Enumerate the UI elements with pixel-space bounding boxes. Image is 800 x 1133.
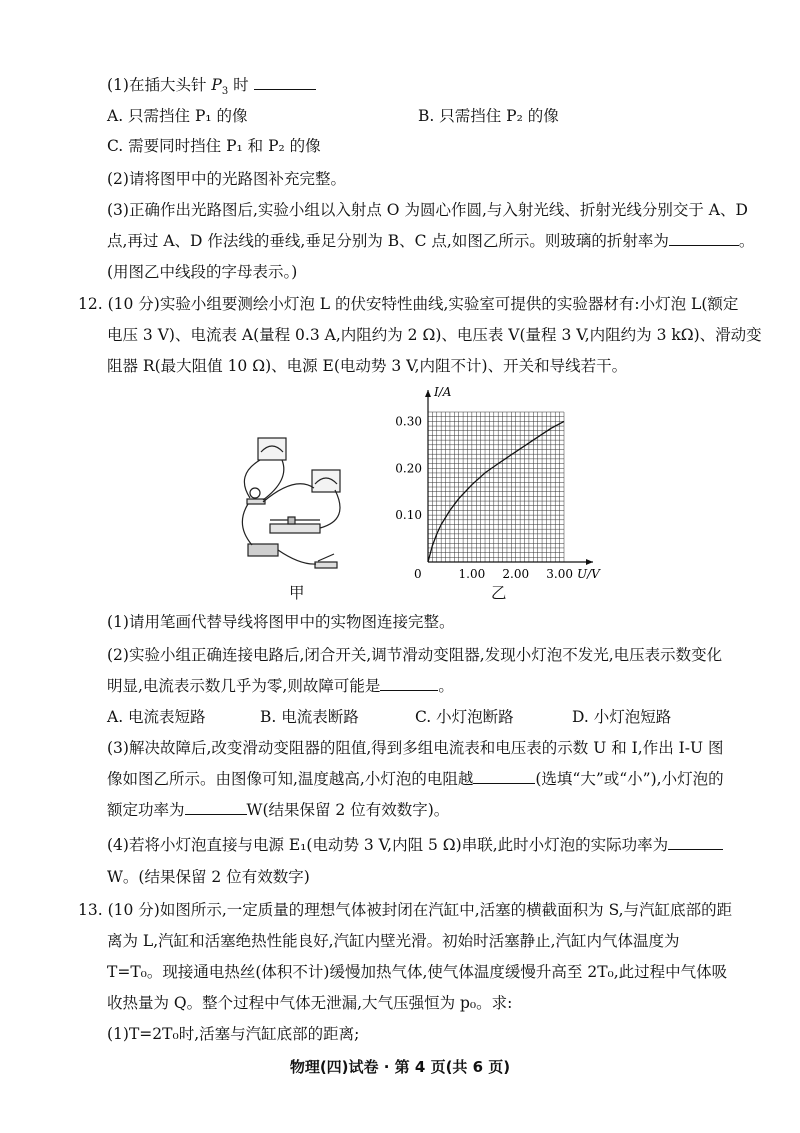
figure-circuit-apparatus: [230, 430, 360, 580]
wire: [242, 504, 252, 545]
q11-option-b: B. 只需挡住 P₂ 的像: [418, 107, 559, 125]
wire: [278, 550, 316, 564]
x-axis-arrow: [586, 559, 593, 565]
q13-stem-line1: 13. (10 分)如图所示,一定质量的理想气体被封闭在汽缸中,活塞的横截面积为 S,与汽缸底部的距: [78, 901, 733, 919]
chart-grid: [428, 412, 564, 562]
switch-base: [315, 562, 337, 568]
rheostat-slider: [288, 517, 295, 524]
y-tick-label: 0.20: [395, 461, 422, 476]
q11-option-a: A. 只需挡住 P₁ 的像: [107, 107, 248, 125]
q12-stem-line1: 12. (10 分)实验小组要测绘小灯泡 L 的伏安特性曲线,实验室可提供的实验器材有:小灯泡 L(额定: [78, 295, 739, 313]
q12-option-a: A. 电流表短路: [107, 708, 206, 726]
switch-lever: [318, 554, 334, 561]
q11-part3-line1: (3)正确作出光路图后,实验小组以入射点 O 为圆心作圆,与入射光线、折射光线分别交于 A、D: [107, 201, 748, 219]
figure2-caption: 乙: [491, 584, 507, 602]
battery: [248, 544, 278, 556]
y-tick-label: 0.30: [395, 414, 422, 429]
ammeter: [312, 470, 340, 492]
q12-part2-line1: (2)实验小组正确连接电路后,闭合开关,调节滑动变阻器,发现小灯泡不发光,电压表示数变化: [107, 646, 723, 664]
wire: [320, 490, 340, 528]
q13-stem-line3: T=T₀。现接通电热丝(体积不计)缓慢加热气体,使气体温度缓慢升高至 2T₀,此过程中气体吸: [107, 963, 728, 981]
q12-option-c: C. 小灯泡断路: [415, 708, 514, 726]
answer-blank[interactable]: [185, 799, 247, 815]
answer-blank[interactable]: [380, 675, 438, 691]
q13-stem-line4: 收热量为 Q。整个过程中气体无泄漏,大气压强恒为 p₀。求:: [107, 994, 513, 1012]
voltmeter: [258, 438, 286, 460]
answer-blank[interactable]: [669, 230, 739, 246]
iu-chart: [380, 380, 610, 580]
q12-part4-line2: W。(结果保留 2 位有效数字): [107, 868, 310, 886]
q11-option-c: C. 需要同时挡住 P₁ 和 P₂ 的像: [107, 137, 321, 155]
q12-part3-line2: 像如图乙所示。由图像可知,温度越高,小灯泡的电阻越 (选填“大”或“小”),小灯泡的: [107, 770, 724, 788]
page-footer: 物理(四)试卷 · 第 4 页(共 6 页): [289, 1058, 511, 1076]
figure1-caption: 甲: [289, 584, 305, 602]
x-tick-label: 2.00: [502, 567, 530, 580]
q11-part2: (2)请将图甲中的光路图补充完整。: [107, 170, 346, 188]
y-axis-label: I/A: [434, 385, 452, 399]
origin-label: 0: [414, 567, 422, 580]
q12-option-b: B. 电流表断路: [260, 708, 359, 726]
y-axis-arrow: [425, 390, 431, 397]
answer-blank[interactable]: [668, 834, 723, 850]
q12-option-d: D. 小灯泡短路: [572, 708, 672, 726]
q12-part2-line2: 明显,电流表示数几乎为零,则故障可能是 。: [107, 677, 454, 695]
q11-part3-line3: (用图乙中线段的字母表示。): [107, 263, 298, 281]
q12-stem-line3: 阻器 R(最大阻值 10 Ω)、电源 E(电动势 3 V,内阻不计)、开关和导线若干。: [107, 357, 628, 375]
answer-blank[interactable]: [473, 768, 535, 784]
answer-blank[interactable]: [254, 74, 316, 90]
q11-part3-line2: 点,再过 A、D 作法线的垂线,垂足分别为 B、C 点,如图乙所示。则玻璃的折射率为 。: [107, 232, 755, 250]
q12-part1: (1)请用笔画代替导线将图甲中的实物图连接完整。: [107, 613, 455, 631]
x-tick-label: 1.00: [458, 567, 486, 580]
q12-part4-line1: (4)若将小灯泡直接与电源 E₁(电动势 3 V,内阻 5 Ω)串联,此时小灯泡的实际功率为: [107, 834, 723, 856]
x-axis-label: U/V: [577, 567, 600, 580]
q13-stem-line2: 离为 L,汽缸和活塞绝热性能良好,汽缸内壁光滑。初始时活塞静止,汽缸内气体温度为: [107, 932, 680, 950]
lamp-base: [247, 499, 265, 504]
q11-part1: (1)在插大头针 $P_3$ 时: [107, 74, 316, 103]
wire: [244, 460, 260, 498]
rheostat: [270, 524, 320, 533]
q12-part3-line3: 额定功率为 W(结果保留 2 位有效数字)。: [107, 801, 450, 819]
q13-part1: (1)T=2T₀时,活塞与汽缸底部的距离;: [107, 1025, 360, 1043]
y-tick-label: 0.10: [395, 508, 422, 523]
q12-stem-line2: 电压 3 V)、电流表 A(量程 0.3 A,内阻约为 2 Ω)、电压表 V(量程 3 V,内阻约为 3 kΩ)、滑动变: [107, 326, 762, 344]
x-tick-label: 3.00: [546, 567, 573, 580]
lamp: [250, 488, 260, 498]
q12-part3-line1: (3)解决故障后,改变滑动变阻器的阻值,得到多组电流表和电压表的示数 U 和 I,作出 I-U 图: [107, 739, 724, 757]
